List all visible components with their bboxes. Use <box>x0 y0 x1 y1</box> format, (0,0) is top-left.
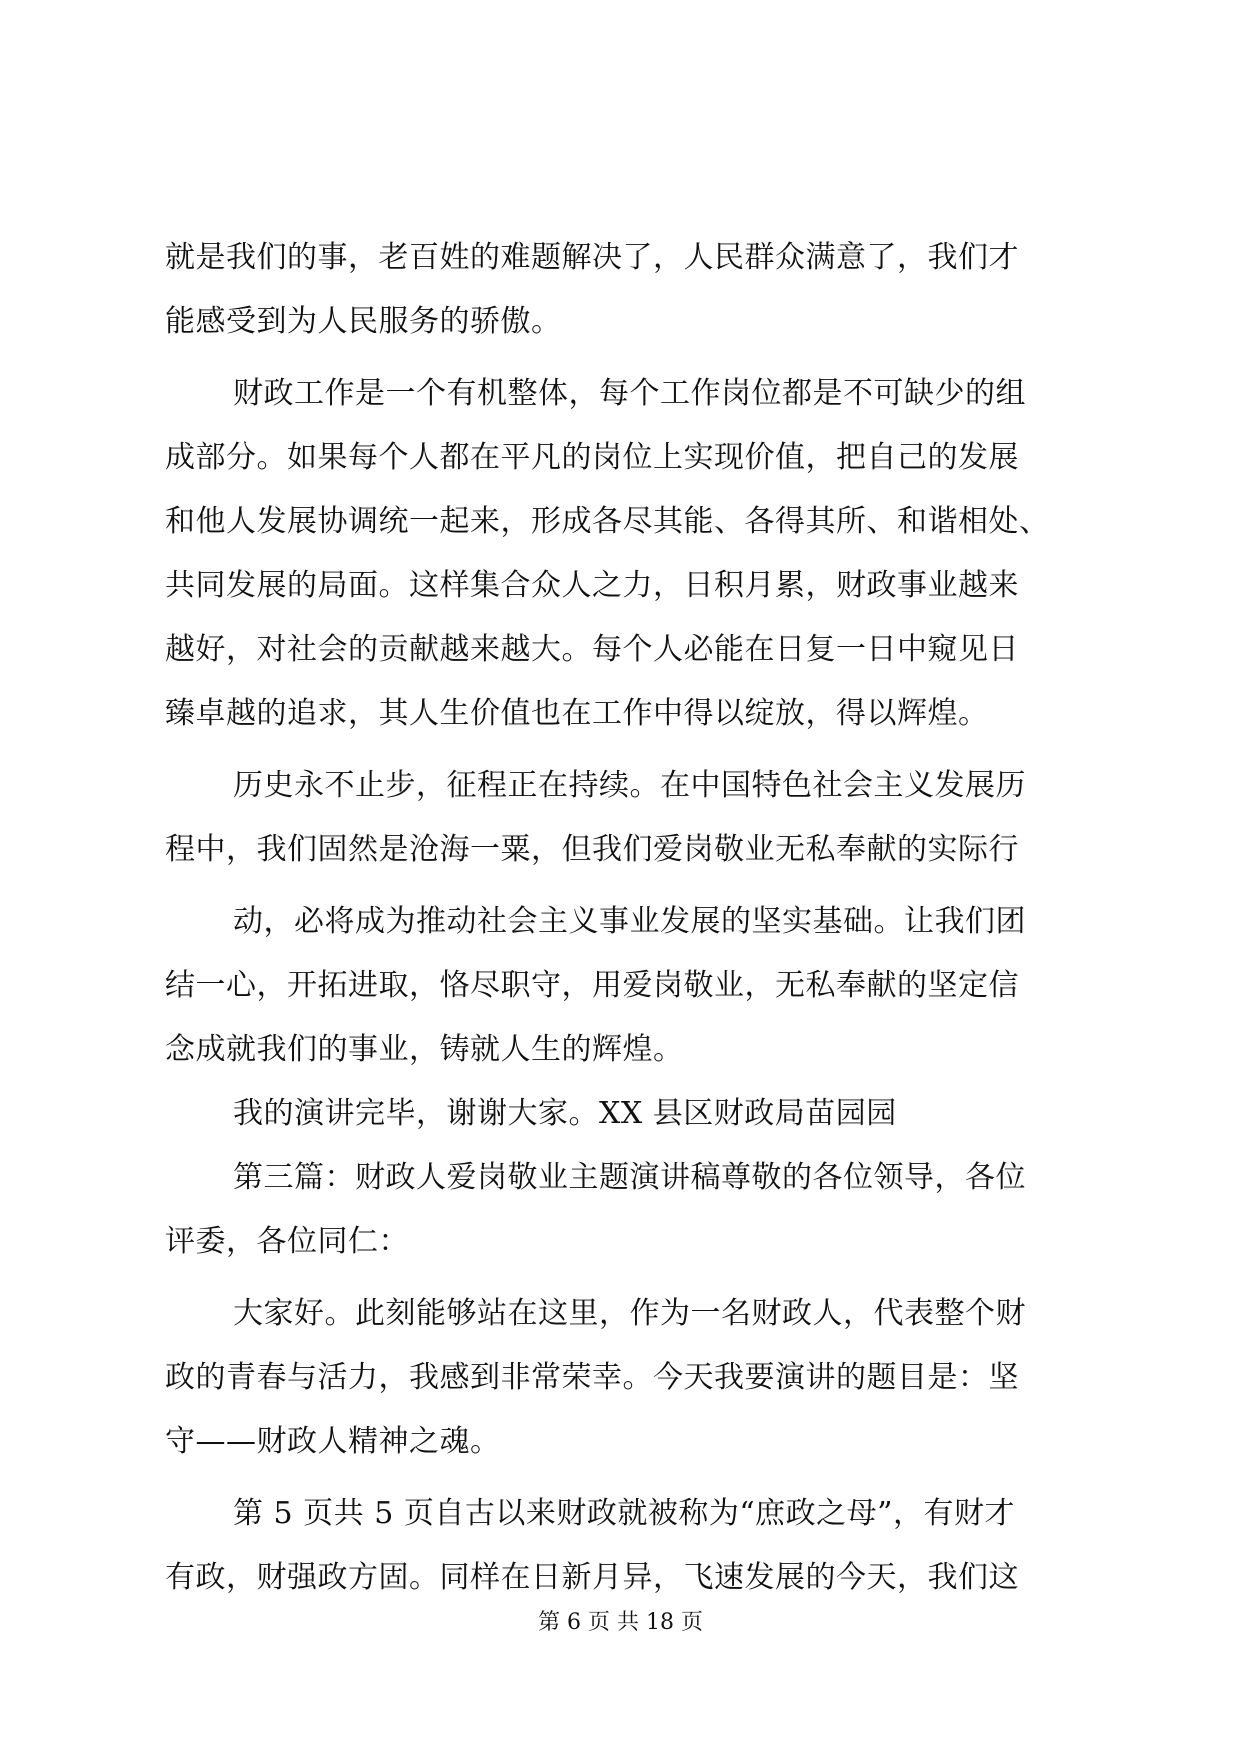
text-line: 结一心，开拓进取，恪尽职守，用爱岗敬业，无私奉献的坚定信 <box>165 968 1019 1003</box>
document-body <box>165 226 1085 1610</box>
text-line: 念成就我们的事业，铸就人生的辉煌。 <box>165 1032 684 1067</box>
page-number-footer: 第 6 页 共 18 页 <box>538 1610 703 1635</box>
text-line: 守——财政人精神之魂。 <box>165 1424 501 1459</box>
paragraph-start-line: 大家好。此刻能够站在这里，作为一名财政人，代表整个财 <box>233 1296 1026 1331</box>
text-line: 动，必将成为推动社会主义事业发展的坚实基础。让我们团 <box>233 904 1026 939</box>
text-line: 共同发展的局面。这样集合众人之力，日积月累，财政事业越来 <box>165 568 1019 603</box>
text-line: 成部分。如果每个人都在平凡的岗位上实现价值，把自己的发展 <box>165 440 1019 475</box>
paragraph-start-line: 我的演讲完毕，谢谢大家。XX 县区财政局苗园园 <box>233 1096 897 1131</box>
text-line: 就是我们的事，老百姓的难题解决了，人民群众满意了，我们才 <box>165 240 1019 275</box>
text-line: 程中，我们固然是沧海一粟，但我们爱岗敬业无私奉献的实际行 <box>165 832 1019 867</box>
text-line: 和他人发展协调统一起来，形成各尽其能、各得其所、和谐相处、 <box>165 504 1050 539</box>
text-line: 能感受到为人民服务的骄傲。 <box>165 304 562 339</box>
section-heading-line: 第三篇：财政人爱岗敬业主题演讲稿尊敬的各位领导，各位 <box>233 1160 1026 1195</box>
text-line: 越好，对社会的贡献越来越大。每个人必能在日复一日中窥见日 <box>165 632 1019 667</box>
paragraph-start-line: 财政工作是一个有机整体，每个工作岗位都是不可缺少的组 <box>233 376 1026 411</box>
paragraph-start-line: 第 5 页共 5 页自古以来财政就被称为“庶政之母”，有财才 <box>233 1496 1015 1531</box>
text-line: 政的青春与活力，我感到非常荣幸。今天我要演讲的题目是：坚 <box>165 1360 1019 1395</box>
text-line: 评委，各位同仁： <box>165 1224 409 1259</box>
paragraph-start-line: 历史永不止步，征程正在持续。在中国特色社会主义发展历 <box>233 768 1026 803</box>
text-line: 有政，财强政方固。同样在日新月异，飞速发展的今天，我们这 <box>165 1560 1019 1595</box>
text-line: 臻卓越的追求，其人生价值也在工作中得以绽放，得以辉煌。 <box>165 696 989 731</box>
